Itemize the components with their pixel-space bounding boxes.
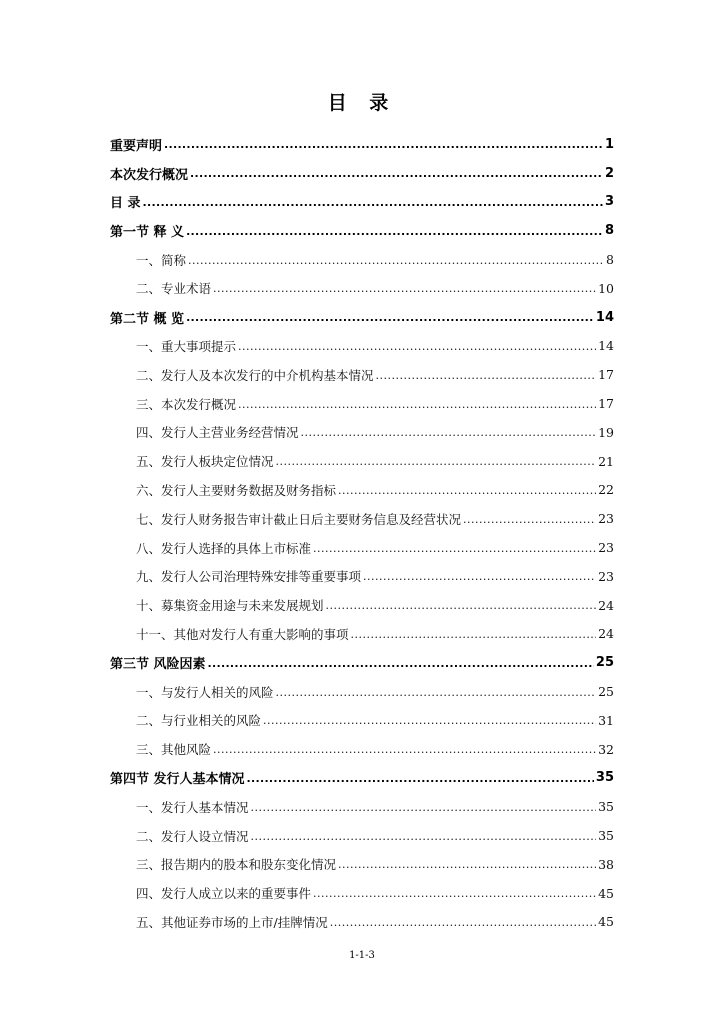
toc-entry[interactable] <box>110 677 614 706</box>
dot-leader <box>213 281 596 295</box>
toc-entry[interactable] <box>110 821 614 850</box>
dot-leader <box>330 915 596 929</box>
dot-leader <box>463 512 596 526</box>
toc-entry-page: 1 <box>604 136 614 152</box>
toc-entry-page: 24 <box>598 626 614 642</box>
toc-entry[interactable] <box>110 908 614 937</box>
toc-entry[interactable] <box>110 447 614 476</box>
toc-entry[interactable] <box>110 303 614 332</box>
toc-entry[interactable] <box>110 735 614 764</box>
dot-leader <box>208 656 594 670</box>
toc-entry-page: 23 <box>598 540 614 556</box>
toc-entry-page: 25 <box>598 684 614 700</box>
toc-entry-label: 八、发行人选择的具体上市标准 <box>136 540 312 556</box>
toc-entry-page: 23 <box>598 568 614 584</box>
toc-entry[interactable] <box>110 562 614 591</box>
toc-entry-page: 35 <box>598 799 614 815</box>
toc-entry-label: 六、发行人主要财务数据及财务指标 <box>136 482 337 498</box>
toc-entry-page: 23 <box>598 511 614 527</box>
toc-entry-label: 三、本次发行概况 <box>136 396 237 412</box>
dot-leader <box>186 310 594 324</box>
toc-entry[interactable] <box>110 533 614 562</box>
toc-entry-label: 第一节 释 义 <box>110 225 185 241</box>
toc-entry-label: 重要声明 <box>110 138 163 154</box>
toc-entry[interactable] <box>110 274 614 303</box>
toc-entry-page: 3 <box>604 194 614 210</box>
toc-entry-label: 十一、其他对发行人有重大影响的事项 <box>136 626 349 642</box>
dot-leader <box>313 541 596 555</box>
toc-entry-label: 第三节 风险因素 <box>110 657 206 673</box>
toc-entry[interactable] <box>110 648 614 677</box>
dot-leader <box>313 886 596 900</box>
dot-leader <box>238 397 596 411</box>
toc-entry[interactable] <box>110 591 614 620</box>
table-of-contents <box>110 130 614 936</box>
toc-entry-label: 一、与发行人相关的风险 <box>136 684 274 700</box>
toc-entry-label: 七、发行人财务报告审计截止日后主要财务信息及经营状况 <box>136 511 462 527</box>
dot-leader <box>213 742 596 756</box>
toc-entry-page: 35 <box>595 770 614 786</box>
toc-entry-label: 二、发行人及本次发行的中介机构基本情况 <box>136 367 374 383</box>
toc-entry-label: 十、募集资金用途与未来发展规划 <box>136 598 324 614</box>
toc-entry-label: 第四节 发行人基本情况 <box>110 772 245 788</box>
toc-entry-page: 35 <box>598 828 614 844</box>
dot-leader <box>363 569 596 583</box>
dot-leader <box>188 253 604 267</box>
dot-leader <box>238 339 596 353</box>
toc-entry-page: 10 <box>598 280 614 296</box>
dot-leader <box>143 195 603 209</box>
toc-entry-page: 22 <box>598 482 614 498</box>
toc-entry-label: 一、重大事项提示 <box>136 338 237 354</box>
toc-entry-label: 一、简称 <box>136 252 187 268</box>
dot-leader <box>338 857 596 871</box>
toc-entry-page: 21 <box>598 453 614 469</box>
toc-entry-label: 二、发行人设立情况 <box>136 828 249 844</box>
toc-entry[interactable] <box>110 504 614 533</box>
dot-leader <box>247 771 594 785</box>
toc-entry-page: 19 <box>598 424 614 440</box>
toc-entry-label: 本次发行概况 <box>110 167 189 183</box>
toc-entry-label: 二、与行业相关的风险 <box>136 713 262 729</box>
toc-entry[interactable] <box>110 188 614 217</box>
toc-entry-page: 8 <box>604 223 614 239</box>
toc-entry-page: 45 <box>598 885 614 901</box>
dot-leader <box>186 224 603 238</box>
dot-leader <box>326 598 597 612</box>
toc-entry[interactable] <box>110 332 614 361</box>
toc-entry-page: 17 <box>598 367 614 383</box>
toc-entry-label: 第二节 概 览 <box>110 311 185 327</box>
toc-entry-page: 32 <box>598 741 614 757</box>
toc-entry-label: 九、发行人公司治理特殊安排等重要事项 <box>136 569 362 585</box>
toc-entry[interactable] <box>110 620 614 649</box>
toc-entry-label: 五、发行人板块定位情况 <box>136 454 274 470</box>
toc-entry-page: 14 <box>595 309 614 325</box>
toc-entry-label: 一、发行人基本情况 <box>136 799 249 815</box>
dot-leader <box>301 425 597 439</box>
toc-entry[interactable] <box>110 216 614 245</box>
toc-entry-page: 14 <box>598 338 614 354</box>
toc-entry[interactable] <box>110 360 614 389</box>
dot-leader <box>338 483 596 497</box>
toc-entry-label: 三、报告期内的股本和股东变化情况 <box>136 857 337 873</box>
dot-leader <box>351 627 597 641</box>
page-title: 目 录 <box>327 92 397 114</box>
toc-entry-label: 五、其他证券市场的上市/挂牌情况 <box>136 914 328 930</box>
toc-entry[interactable] <box>110 764 614 793</box>
toc-entry-page: 25 <box>595 655 614 671</box>
toc-entry-label: 三、其他风险 <box>136 742 212 758</box>
toc-entry[interactable] <box>110 879 614 908</box>
dot-leader <box>376 368 597 382</box>
toc-entry[interactable] <box>110 792 614 821</box>
toc-entry-page: 31 <box>598 712 614 728</box>
toc-entry[interactable] <box>110 850 614 879</box>
toc-entry[interactable] <box>110 159 614 188</box>
toc-entry-label: 二、专业术语 <box>136 281 212 297</box>
toc-entry[interactable] <box>110 245 614 274</box>
toc-entry[interactable] <box>110 130 614 159</box>
toc-entry[interactable] <box>110 706 614 735</box>
toc-entry-page: 2 <box>604 165 614 181</box>
toc-entry[interactable] <box>110 418 614 447</box>
toc-entry-page: 38 <box>598 856 614 872</box>
toc-entry-page: 45 <box>598 914 614 930</box>
toc-entry-label: 四、发行人主营业务经营情况 <box>136 425 299 441</box>
dot-leader <box>190 166 603 180</box>
dot-leader <box>276 685 597 699</box>
dot-leader <box>251 829 597 843</box>
toc-entry-page: 24 <box>598 597 614 613</box>
dot-leader <box>263 713 596 727</box>
page-number: 1-1-3 <box>349 950 375 961</box>
toc-entry-label: 四、发行人成立以来的重要事件 <box>136 886 312 902</box>
dot-leader <box>164 137 603 151</box>
toc-entry[interactable] <box>110 476 614 505</box>
toc-entry-page: 17 <box>598 396 614 412</box>
toc-entry-page: 8 <box>606 252 614 268</box>
toc-entry[interactable] <box>110 389 614 418</box>
dot-leader <box>276 454 597 468</box>
toc-entry-label: 目 录 <box>110 196 141 212</box>
dot-leader <box>251 800 597 814</box>
